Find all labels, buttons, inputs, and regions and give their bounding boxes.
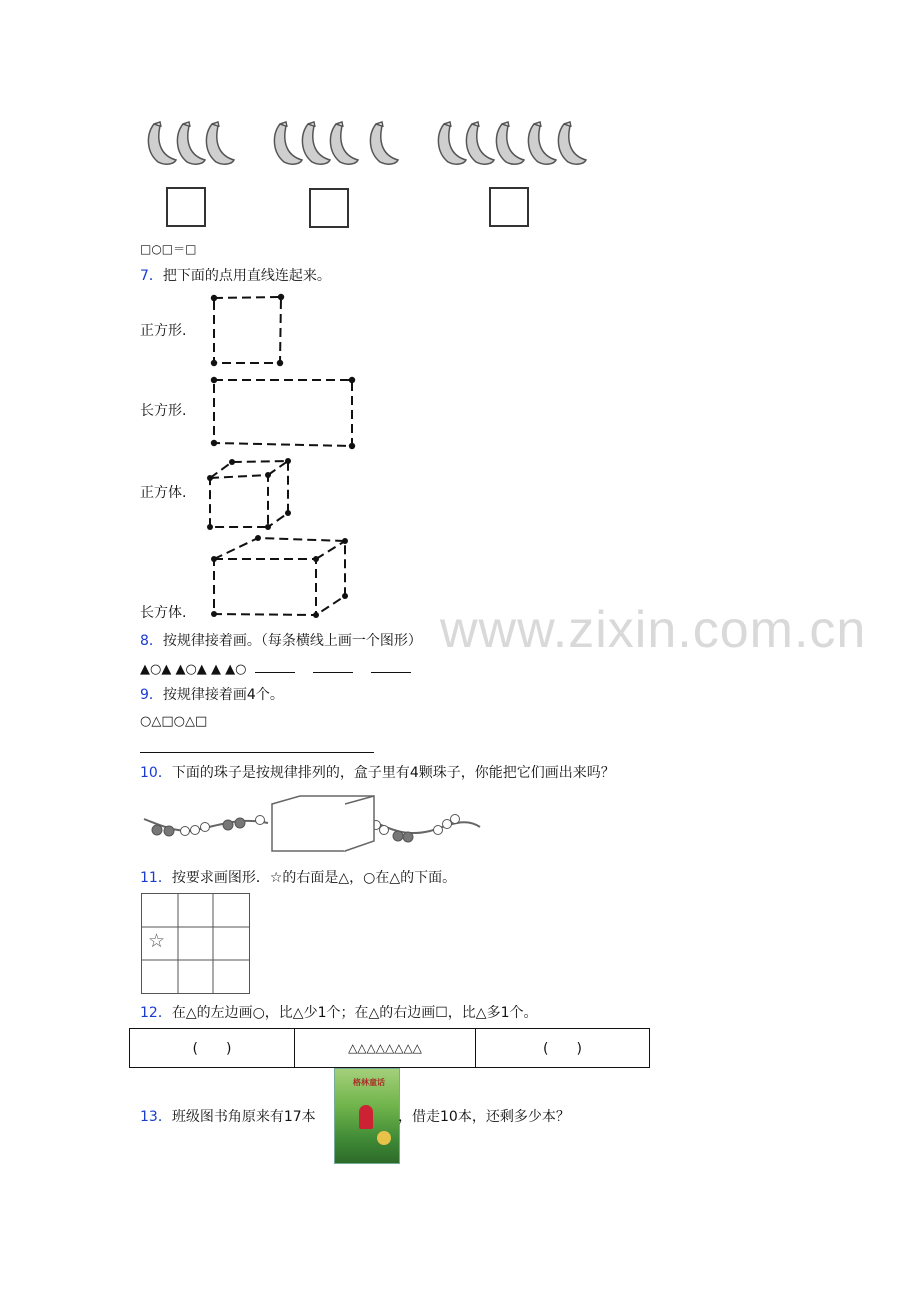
question-10 <box>140 764 615 782</box>
left-answer-cell[interactable]: ( ) <box>130 1029 295 1067</box>
answer-box-1[interactable] <box>166 187 206 227</box>
answer-table-12 <box>129 1028 650 1068</box>
question-text: 按规律接着画。（每条横线上画一个图形） <box>162 633 422 649</box>
dotted-shapes <box>200 288 360 624</box>
storybook-image <box>334 1068 400 1164</box>
question-text: 把下面的点用直线连起来。 <box>162 268 331 284</box>
star-icon: ☆ <box>148 930 166 952</box>
question-text: 按规律接着画4个。 <box>162 687 284 703</box>
question-8 <box>140 632 422 650</box>
question-number: 10． <box>140 765 172 781</box>
dotted-square <box>214 297 281 363</box>
answer-blank-3[interactable] <box>371 660 411 673</box>
answer-box-2[interactable] <box>309 188 349 228</box>
bead-string <box>140 795 485 855</box>
question-number: 11． <box>140 870 172 886</box>
question-13 <box>140 1108 316 1126</box>
pattern-shapes: ▲○▲ ▲○▲ ▲ ▲○ <box>140 662 247 677</box>
question-text: 下面的珠子是按规律排列的，盒子里有4颗珠子，你能把它们画出来吗？ <box>171 765 615 781</box>
banana-group-3 <box>438 122 586 164</box>
pattern-9: ○△□○△□ <box>140 714 208 729</box>
dotted-rectangle <box>214 380 352 446</box>
label-square: 正方形. <box>140 323 187 339</box>
banana-group-1 <box>148 122 234 164</box>
question-text-before: 班级图书角原来有17本 <box>171 1109 316 1125</box>
question-number: 13． <box>140 1109 172 1125</box>
label-cube: 正方体. <box>140 485 187 501</box>
banana-group-2 <box>274 122 398 164</box>
label-cuboid: 长方体. <box>140 605 187 621</box>
question-number: 9． <box>140 687 163 703</box>
question-12 <box>140 1004 537 1022</box>
dotted-cube-front <box>210 475 268 527</box>
watermark: www.zixin.com.cn <box>440 601 867 659</box>
banana-groups <box>140 118 600 168</box>
drawing-grid[interactable] <box>141 893 250 994</box>
question-number: 8． <box>140 633 163 649</box>
question-11 <box>140 869 456 887</box>
answer-blank-2[interactable] <box>313 660 353 673</box>
banana-equation: □○□＝□ <box>140 242 197 256</box>
book-title: 格林童话 <box>353 1078 385 1087</box>
dotted-cuboid-front <box>214 559 316 615</box>
question-number: 7． <box>140 268 163 284</box>
question-number: 12． <box>140 1005 172 1021</box>
badge-icon <box>377 1131 391 1145</box>
question-text: 在△的左边画○，比△少1个；在△的右边画☐，比△多1个。 <box>171 1005 538 1021</box>
answer-line-9[interactable] <box>140 752 374 753</box>
question-7 <box>140 267 331 285</box>
right-answer-cell[interactable]: ( ) <box>543 1041 582 1057</box>
answer-blank-1[interactable] <box>255 660 295 673</box>
pattern-8 <box>140 660 411 679</box>
question-text: 按要求画图形．☆的右面是△，○在△的下面。 <box>171 870 457 886</box>
question-9 <box>140 686 284 704</box>
girl-figure <box>359 1105 373 1129</box>
answer-box-3[interactable] <box>489 187 529 227</box>
question-text-after: ，借走10本，还剩多少本？ <box>398 1109 570 1125</box>
label-rectangle: 长方形. <box>140 403 187 419</box>
triangles-cell: △△△△△△△△ <box>295 1029 476 1067</box>
